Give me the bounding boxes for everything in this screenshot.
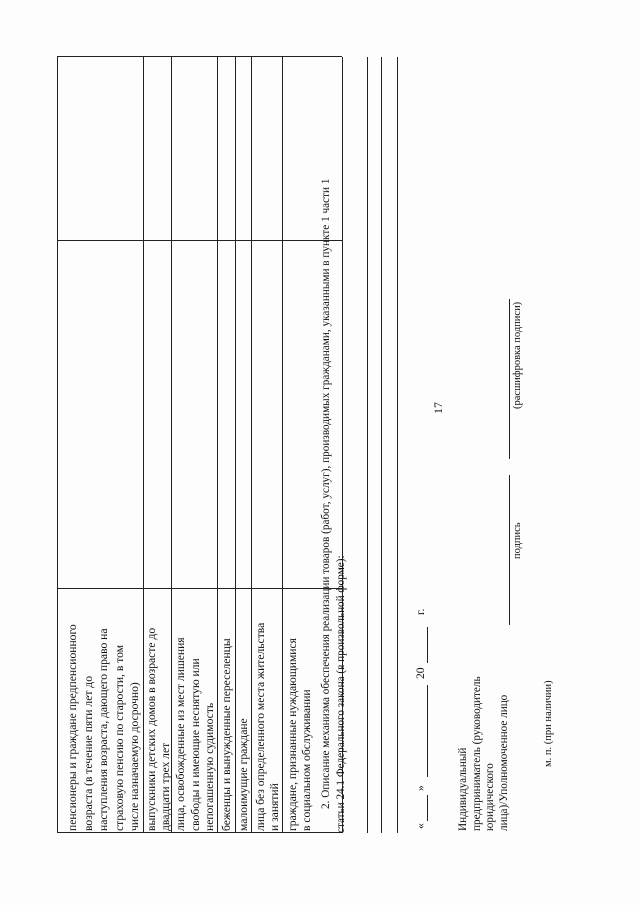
table-cell-line: в социальном обслуживании <box>300 689 313 831</box>
table-row-divider <box>143 57 144 833</box>
table-border-top <box>57 57 58 833</box>
fill-in-line <box>397 57 398 833</box>
table-cell-line: и занятий <box>267 783 281 831</box>
table-column-divider-2 <box>57 240 342 241</box>
table-cell-line: пенсионеры и граждане предпенсионного <box>66 624 79 831</box>
date-close-quote: » <box>414 785 427 791</box>
section2-paragraph-line2: статьи 24.1 Федерального закона (в произвольной форме): <box>335 555 347 833</box>
signer-title <box>457 676 511 831</box>
date-open-quote: « <box>414 823 427 829</box>
date-day-blank <box>427 795 428 821</box>
table-row <box>254 623 281 831</box>
table-row <box>220 638 233 831</box>
date-year-blank <box>427 627 428 663</box>
fill-in-line <box>367 57 368 833</box>
signature-caption: подпись <box>512 522 523 559</box>
page-number: 17 <box>431 402 445 414</box>
table-cell-line: непогашенную судимость <box>203 702 216 831</box>
table-cell-line: страховую пенсию по старости, в том <box>112 644 126 831</box>
table-cell-line: возраста (в течение пяти лет до <box>81 676 95 831</box>
table-cell-line: свободы и имеющие неснятую или <box>188 658 202 831</box>
signer-title-line: лица)/Уполномоченное лицо <box>497 694 510 831</box>
table-row <box>65 624 143 831</box>
table-row <box>145 628 173 831</box>
table-row-divider <box>251 57 252 833</box>
table-row-divider <box>282 57 283 833</box>
table-row <box>286 638 314 831</box>
decryption-caption: (расшифровка подписи) <box>512 301 523 409</box>
fill-in-line <box>381 57 382 833</box>
signer-title-line: предприниматель (руководитель <box>470 676 483 831</box>
table-column-divider-1 <box>57 588 342 589</box>
table-cell-line: граждане, признанные нуждающимися <box>286 638 299 831</box>
table-cell-line: лица без определенного места жительства <box>254 622 267 831</box>
table-cell-line: беженцы и вынужденные переселенцы <box>220 638 233 831</box>
table-cell-line: лица, освобожденные из мест лишения <box>174 637 187 831</box>
signer-title-line: Индивидуальный <box>457 747 469 831</box>
decryption-blank-line <box>509 299 510 459</box>
signature-blank-line <box>509 475 510 625</box>
table-row <box>174 637 218 831</box>
stamp-caption: м. п. (при наличии) <box>543 680 554 767</box>
table-cell-line: наступления возраста, дающего право на <box>97 628 110 831</box>
section2-paragraph-line1: 2. Описание механизма обеспечения реализации товаров (работ, услуг), производимых гражданами, указанными в пункте 1 части 1 <box>320 178 332 809</box>
table-row-divider <box>235 57 236 833</box>
table-cell-line: выпускники детских домов в возрасте до <box>145 627 158 831</box>
table-row <box>237 718 250 831</box>
date-year-suffix: г. <box>414 608 427 615</box>
table-cell-line: малоимущие граждане <box>237 718 250 831</box>
date-year-prefix: 20 <box>414 667 427 679</box>
signer-title-line: юридического <box>484 763 496 831</box>
table-cell-line: числе назначаемую досрочно) <box>128 682 141 831</box>
table-border-right <box>57 56 342 57</box>
table-border-left <box>57 832 342 833</box>
table-cell-line: двадцати трех лет <box>159 742 172 831</box>
date-month-blank <box>427 685 428 777</box>
